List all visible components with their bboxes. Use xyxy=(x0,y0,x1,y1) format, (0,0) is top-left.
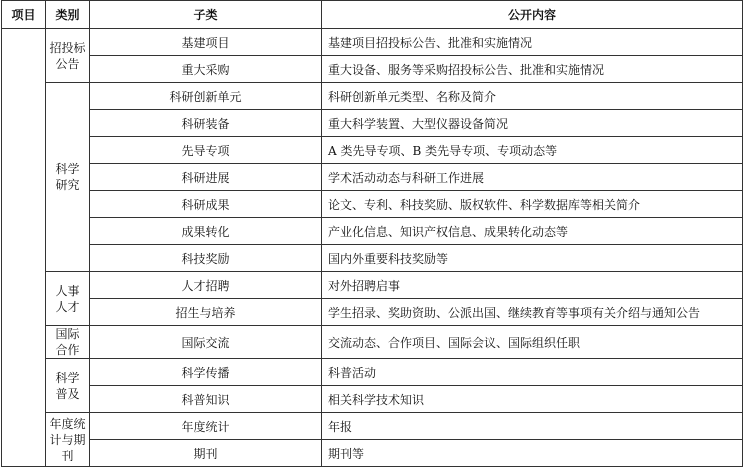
content-cell: 对外招聘启事 xyxy=(322,272,743,299)
subcategory-cell: 先导专项 xyxy=(90,137,322,164)
table-body xyxy=(2,29,743,467)
category-label: 科学 普及 xyxy=(55,370,80,401)
table-row xyxy=(2,386,743,413)
table-row xyxy=(2,326,743,359)
subcategory-cell: 人才招聘 xyxy=(90,272,322,299)
content-cell: 交流动态、合作项目、国际会议、国际组织任职 xyxy=(322,326,743,359)
content-cell: A 类先导专项、B 类先导专项、专项动态等 xyxy=(322,137,743,164)
header-row xyxy=(2,1,743,29)
content-cell: 基建项目招投标公告、批准和实施情况 xyxy=(322,29,743,56)
table-row xyxy=(2,83,743,110)
subcategory-cell: 科研进展 xyxy=(90,164,322,191)
subcategory-cell: 科研成果 xyxy=(90,191,322,218)
subcategory-cell: 科普知识 xyxy=(90,386,322,413)
content-cell: 科普活动 xyxy=(322,359,743,386)
category-cell xyxy=(46,29,90,83)
subcategory-cell: 重大采购 xyxy=(90,56,322,83)
content-cell: 学术活动动态与科研工作进展 xyxy=(322,164,743,191)
header-category: 类别 xyxy=(46,1,90,29)
content-cell: 学生招录、奖助资助、公派出国、继续教育等事项有关介绍与通知公告 xyxy=(322,299,743,326)
subcategory-cell: 年度统计 xyxy=(90,413,322,440)
subcategory-cell: 招生与培养 xyxy=(90,299,322,326)
category-cell xyxy=(46,83,90,272)
content-cell: 国内外重要科技奖励等 xyxy=(322,245,743,272)
table-row xyxy=(2,299,743,326)
table-row xyxy=(2,56,743,83)
category-cell xyxy=(46,326,90,359)
subcategory-cell: 科研装备 xyxy=(90,110,322,137)
content-cell: 科研创新单元类型、名称及简介 xyxy=(322,83,743,110)
subcategory-cell: 成果转化 xyxy=(90,218,322,245)
table-row xyxy=(2,218,743,245)
content-cell: 重大设备、服务等采购招投标公告、批准和实施情况 xyxy=(322,56,743,83)
subcategory-cell: 国际交流 xyxy=(90,326,322,359)
subcategory-cell: 科学传播 xyxy=(90,359,322,386)
table-row xyxy=(2,164,743,191)
table-row xyxy=(2,110,743,137)
table-row xyxy=(2,29,743,56)
table-row xyxy=(2,413,743,440)
subcategory-cell: 基建项目 xyxy=(90,29,322,56)
category-cell xyxy=(46,359,90,413)
content-cell: 论文、专利、科技奖励、版权软件、科学数据库等相关简介 xyxy=(322,191,743,218)
subcategory-cell: 期刊 xyxy=(90,440,322,467)
header-content: 公开内容 xyxy=(322,1,743,29)
table-row xyxy=(2,440,743,467)
category-label: 人事 人才 xyxy=(55,283,80,314)
category-label: 年度统 计与期 刊 xyxy=(49,416,86,463)
table-row xyxy=(2,191,743,218)
category-cell xyxy=(46,272,90,326)
project-cell xyxy=(2,29,46,467)
disclosure-table xyxy=(1,0,743,467)
content-cell: 重大科学装置、大型仪器设备简况 xyxy=(322,110,743,137)
table-row xyxy=(2,137,743,164)
header-project: 项目 xyxy=(2,1,46,29)
content-cell: 产业化信息、知识产权信息、成果转化动态等 xyxy=(322,218,743,245)
content-cell: 期刊等 xyxy=(322,440,743,467)
category-cell xyxy=(46,413,90,467)
subcategory-cell: 科研创新单元 xyxy=(90,83,322,110)
subcategory-cell: 科技奖励 xyxy=(90,245,322,272)
content-cell: 相关科学技术知识 xyxy=(322,386,743,413)
table-row xyxy=(2,359,743,386)
table-row xyxy=(2,272,743,299)
category-label: 国际 合作 xyxy=(55,327,80,357)
category-label: 科学 研究 xyxy=(55,162,80,192)
header-subcategory: 子类 xyxy=(90,1,322,29)
table-row xyxy=(2,245,743,272)
content-cell: 年报 xyxy=(322,413,743,440)
category-label: 招投标 公告 xyxy=(49,40,86,71)
